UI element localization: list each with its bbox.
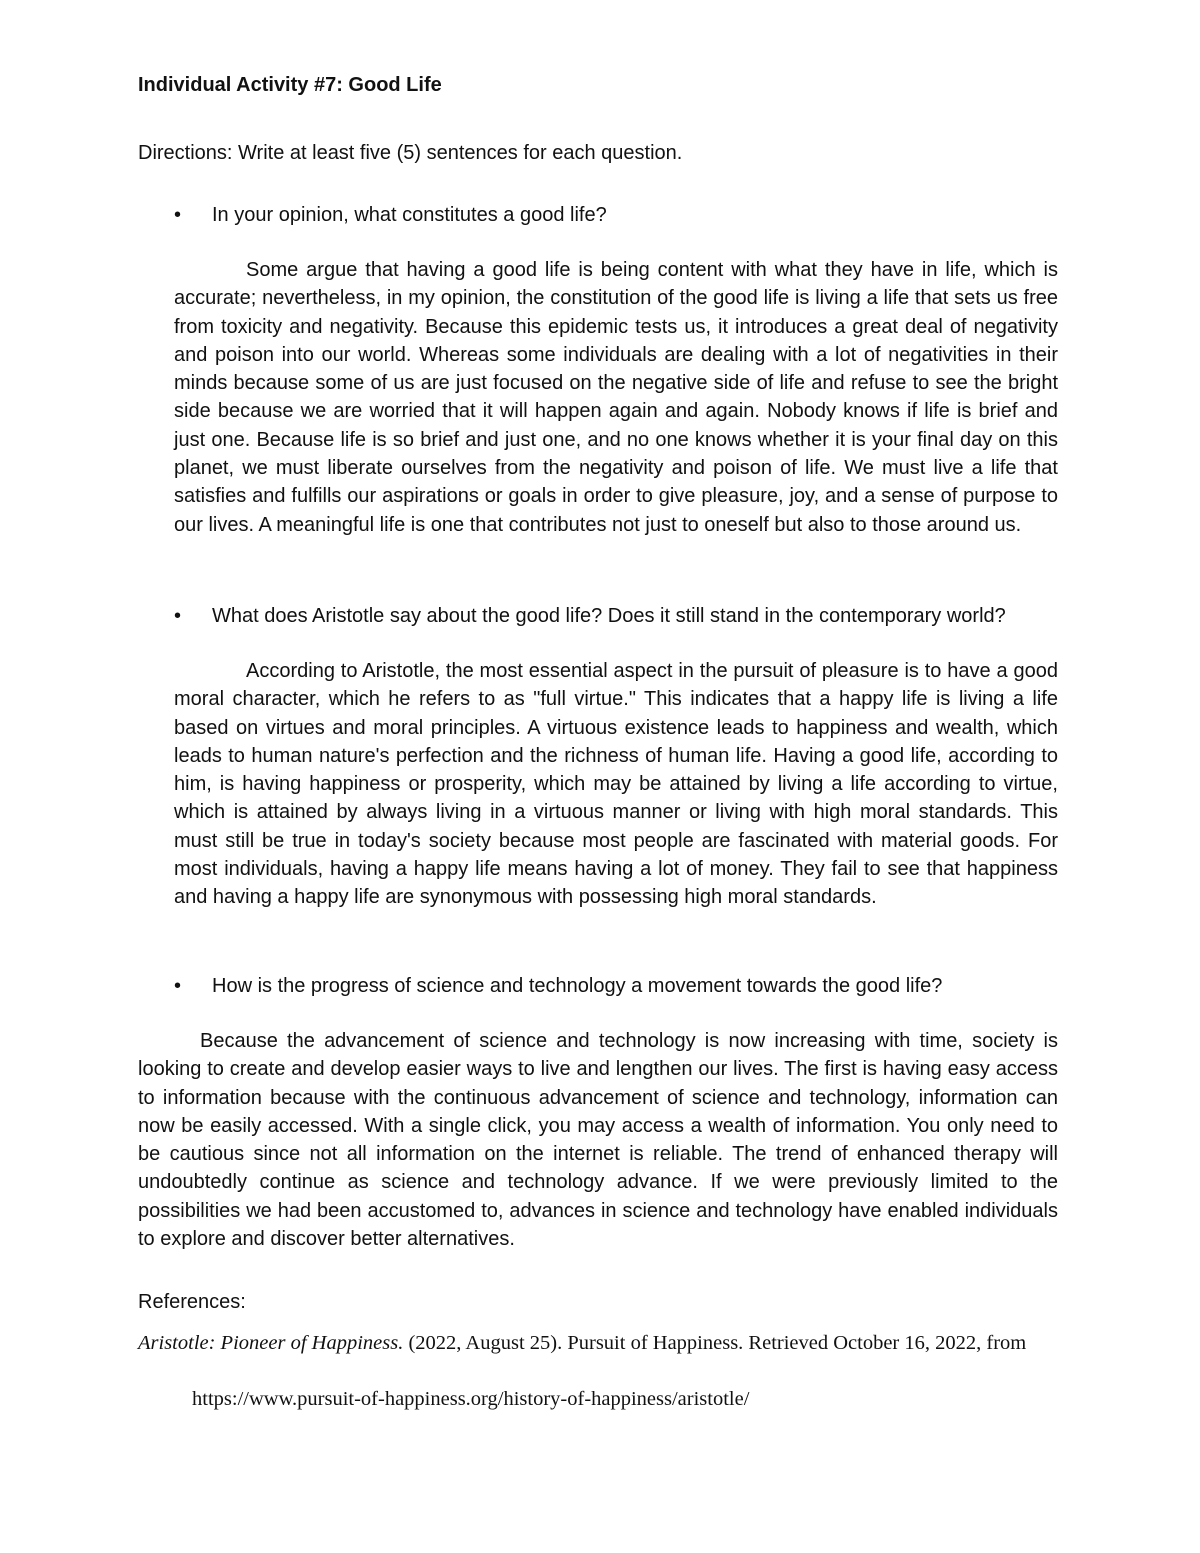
reference-details: (2022, August 25). Pursuit of Happiness. Retrieved October 16, 2022, from https://www.pursuit-of-happiness.org/history-of-happiness/aristotle/ xyxy=(192,1332,1027,1410)
question-3-text: How is the progress of science and technology a movement towards the good life? xyxy=(212,975,943,997)
answer-1-text: Some argue that having a good life is being content with what they have in life, which is accurate; nevertheless, in my opinion, the constitution of the good life is living a life that sets us free from toxicity and negativity. Because this epidemic tests us, it introduces a great deal of negativity and poison into our world. Whereas some individuals are dealing with a lot of negativities in their minds because some of us are just focused on the negative side of life and refuse to see the bright side because we are worried that it will happen again and again. Nobody knows if life is brief and just one. Because life is so brief and just one, and no one knows whether it is your final day on this planet, we must liberate ourselves from the negativity and poison of life. We must live a life that satisfies and fulfills our aspirations or goals in order to give pleasure, joy, and a sense of purpose to our lives. A meaningful life is one that contributes not just to oneself but also to those around us. xyxy=(174,259,1058,536)
reference-entry xyxy=(138,1315,1112,1427)
answer-2-text: According to Aristotle, the most essential aspect in the pursuit of pleasure is to have a good moral character, which he refers to as "full virtue." This indicates that a happy life is living a life based on virtues and moral principles. A virtuous existence leads to happiness and wealth, which leads to human nature's perfection and the richness of human life. Having a good life, according to him, is having happiness or prosperity, which may be attained by living a life according to virtue, which is attained by always living in a virtuous manner or living with high moral standards. This must still be true in today's society because most people are fascinated with material goods. For most individuals, having a happy life means having a lot of money. They fail to see that happiness and having a happy life are synonymous with possessing high moral standards. xyxy=(174,660,1058,909)
document-title: Individual Activity #7: Good Life xyxy=(138,74,442,96)
answer-3-text: Because the advancement of science and technology is now increasing with time, society is looking to create and develop easier ways to live and lengthen our lives. The first is having easy access to information because with the continuous advancement of science and technology, information can now be easily accessed. With a single click, you may access a wealth of information. You only need to be cautious since not all information on the internet is reliable. The trend of enhanced therapy will undoubtedly continue as science and technology advance. If we were previously limited to the possibilities we had been accustomed to, advances in science and technology have enabled individuals to explore and discover better alternatives. xyxy=(138,1030,1058,1251)
references-heading: References: xyxy=(138,1291,246,1313)
question-1-text: In your opinion, what constitutes a good life? xyxy=(212,204,607,226)
directions-text: Directions: Write at least five (5) sentences for each question. xyxy=(138,142,683,164)
bullet-icon: • xyxy=(174,975,182,997)
question-2-text: What does Aristotle say about the good life? Does it still stand in the contemporary world? xyxy=(212,605,1006,627)
bullet-icon: • xyxy=(174,204,182,226)
reference-title: Aristotle: Pioneer of Happiness. xyxy=(138,1332,404,1354)
bullet-icon: • xyxy=(174,605,182,627)
